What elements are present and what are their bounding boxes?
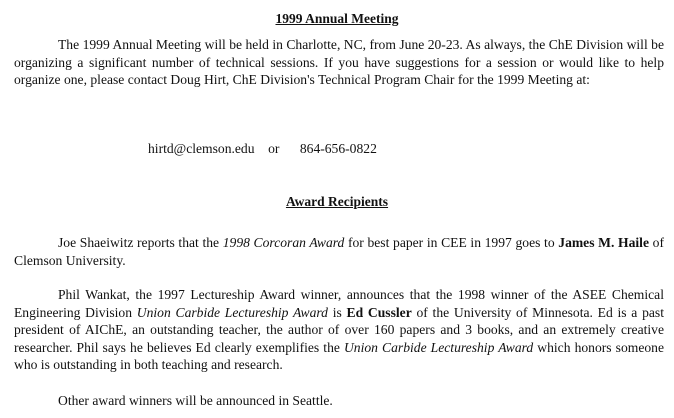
other-awards-paragraph: Other award winners will be announced in Seattle.	[58, 393, 333, 408]
lectureship-paragraph	[14, 286, 664, 374]
awards-heading: Award Recipients	[285, 194, 389, 209]
contact-line	[148, 141, 377, 157]
lectureship-text-1: Phil Wankat, the 1997 Lectureship Award winner, announces that the 1998 winner of the ASEE Chemical Engineering Division	[14, 287, 664, 320]
corcoran-award-name: 1998 Corcoran Award	[222, 235, 345, 250]
lectureship-text-3: of the University of Minnesota. Ed is a past president of AIChE, an outstanding teacher, the author of over 160 papers and 3 books, and an extremely creative researcher. Phil says he believes Ed clearly exemplifies the	[14, 304, 664, 355]
meeting-heading: 1999 Annual Meeting	[275, 11, 399, 26]
corcoran-text-2: for best paper in CEE in 1997 goes to	[344, 235, 559, 250]
lectureship-award-name-2: Union Carbide Lectureship Award	[343, 339, 534, 355]
contact-phone: 864-656-0822	[299, 141, 377, 156]
contact-separator: or	[268, 141, 280, 156]
corcoran-winner: James M. Haile	[558, 235, 649, 250]
meeting-paragraph: The 1999 Annual Meeting will be held in Charlotte, NC, from June 20-23. As always, the ChE Division will be organizing a significant number of technical sessions. If you have suggestions for a session or would like to help organize one, please contact Doug Hirt, ChE Division's Technical Program Chair for the 1999 Meeting at:	[14, 37, 664, 87]
lectureship-text-4: which honors someone who is outstanding in both teaching and research.	[14, 339, 664, 372]
contact-email: hirtd@clemson.edu	[148, 141, 255, 156]
lectureship-text-2: is	[327, 304, 347, 320]
lectureship-winner: Ed Cussler	[346, 304, 412, 320]
corcoran-text-1: Joe Shaeiwitz reports that the	[58, 235, 223, 250]
lectureship-award-name: Union Carbide Lectureship Award	[136, 304, 328, 320]
corcoran-text-3: of Clemson University.	[14, 235, 664, 268]
corcoran-paragraph	[14, 234, 664, 269]
